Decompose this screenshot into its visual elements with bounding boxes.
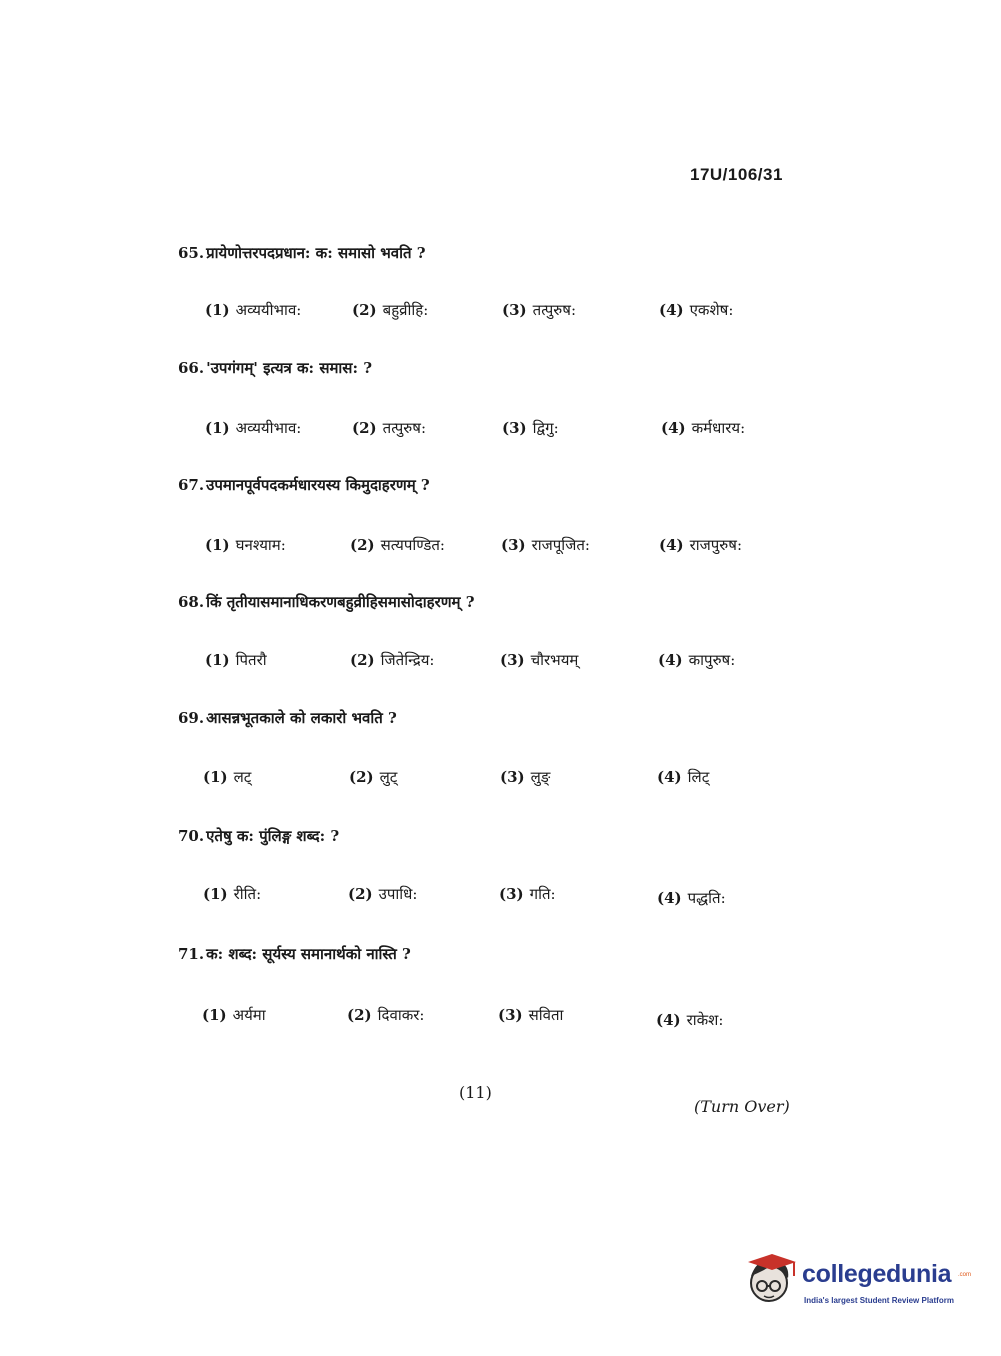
- question-69: [178, 708, 397, 728]
- question-number: 66.: [178, 359, 205, 377]
- brand-domain: .com: [958, 1272, 972, 1278]
- brand-name: collegedunia: [802, 1260, 952, 1288]
- option-70-2: (2) उपाधि:: [348, 885, 418, 903]
- option-70-4: (4) पद्धति:: [657, 889, 726, 907]
- option-70-1: (1) रीति:: [203, 885, 262, 903]
- collegedunia-logo: [742, 1250, 972, 1314]
- mascot-icon: [742, 1250, 800, 1310]
- option-71-2: (2) दिवाकर:: [347, 1006, 425, 1024]
- option-66-3: (3) द्विगु:: [502, 419, 559, 437]
- question-number: 70.: [178, 827, 205, 845]
- option-65-3: (3) तत्पुरुष:: [502, 301, 577, 319]
- option-71-3: (3) सविता: [498, 1006, 564, 1024]
- option-68-3: (3) चौरभयम्: [500, 651, 579, 669]
- brand-tagline: India's largest Student Review Platform: [804, 1296, 954, 1305]
- option-65-1: (1) अव्ययीभाव:: [205, 301, 302, 319]
- question-70: [178, 826, 339, 846]
- option-67-4: (4) राजपुरुष:: [659, 536, 743, 554]
- option-66-1: (1) अव्ययीभाव:: [205, 419, 302, 437]
- question-65: [178, 243, 426, 263]
- option-68-1: (1) पितरौ: [205, 651, 267, 669]
- option-69-3: (3) लुङ्: [500, 768, 551, 786]
- question-text: 'उपगंगम्' इत्यत्र क: समास: ?: [206, 359, 372, 377]
- option-69-1: (1) लट्: [203, 768, 252, 786]
- question-number: 69.: [178, 709, 205, 727]
- option-67-2: (2) सत्यपण्डित:: [350, 536, 445, 554]
- option-71-4: (4) राकेश:: [656, 1011, 724, 1029]
- option-68-2: (2) जितेन्द्रिय:: [350, 651, 435, 669]
- paper-code: 17U/106/31: [690, 165, 783, 184]
- option-71-1: (1) अर्यमा: [202, 1006, 266, 1024]
- question-67: [178, 475, 430, 495]
- question-text: क: शब्द: सूर्यस्य समानार्थको नास्ति ?: [206, 945, 411, 963]
- question-68: [178, 592, 475, 612]
- question-number: 68.: [178, 593, 205, 611]
- page-number: (11): [459, 1083, 492, 1102]
- option-66-4: (4) कर्मधारय:: [661, 419, 746, 437]
- question-66: [178, 358, 372, 378]
- question-text: आसन्नभूतकाले को लकारो भवति ?: [206, 709, 397, 727]
- question-71: [178, 944, 411, 964]
- option-69-2: (2) लुट्: [349, 768, 398, 786]
- question-number: 67.: [178, 476, 205, 494]
- question-text: किं तृतीयासमानाधिकरणबहुव्रीहिसमासोदाहरणम् ?: [206, 593, 475, 611]
- question-text: उपमानपूर्वपदकर्मधारयस्य किमुदाहरणम् ?: [206, 476, 430, 494]
- option-65-4: (4) एकशेष:: [659, 301, 734, 319]
- option-69-4: (4) लिट्: [657, 768, 710, 786]
- turn-over-note: (Turn Over): [694, 1097, 790, 1116]
- question-number: 71.: [178, 945, 205, 963]
- option-68-4: (4) कापुरुष:: [658, 651, 736, 669]
- question-text: एतेषु क: पुंलिङ्ग शब्द: ?: [206, 827, 340, 845]
- option-67-3: (3) राजपूजित:: [501, 536, 590, 554]
- option-67-1: (1) घनश्याम:: [205, 536, 286, 554]
- option-65-2: (2) बहुव्रीहि:: [352, 301, 429, 319]
- question-number: 65.: [178, 244, 205, 262]
- option-66-2: (2) तत्पुरुष:: [352, 419, 427, 437]
- question-text: प्रायेणोत्तरपदप्रधान: क: समासो भवति ?: [206, 244, 426, 262]
- option-70-3: (3) गति:: [499, 885, 556, 903]
